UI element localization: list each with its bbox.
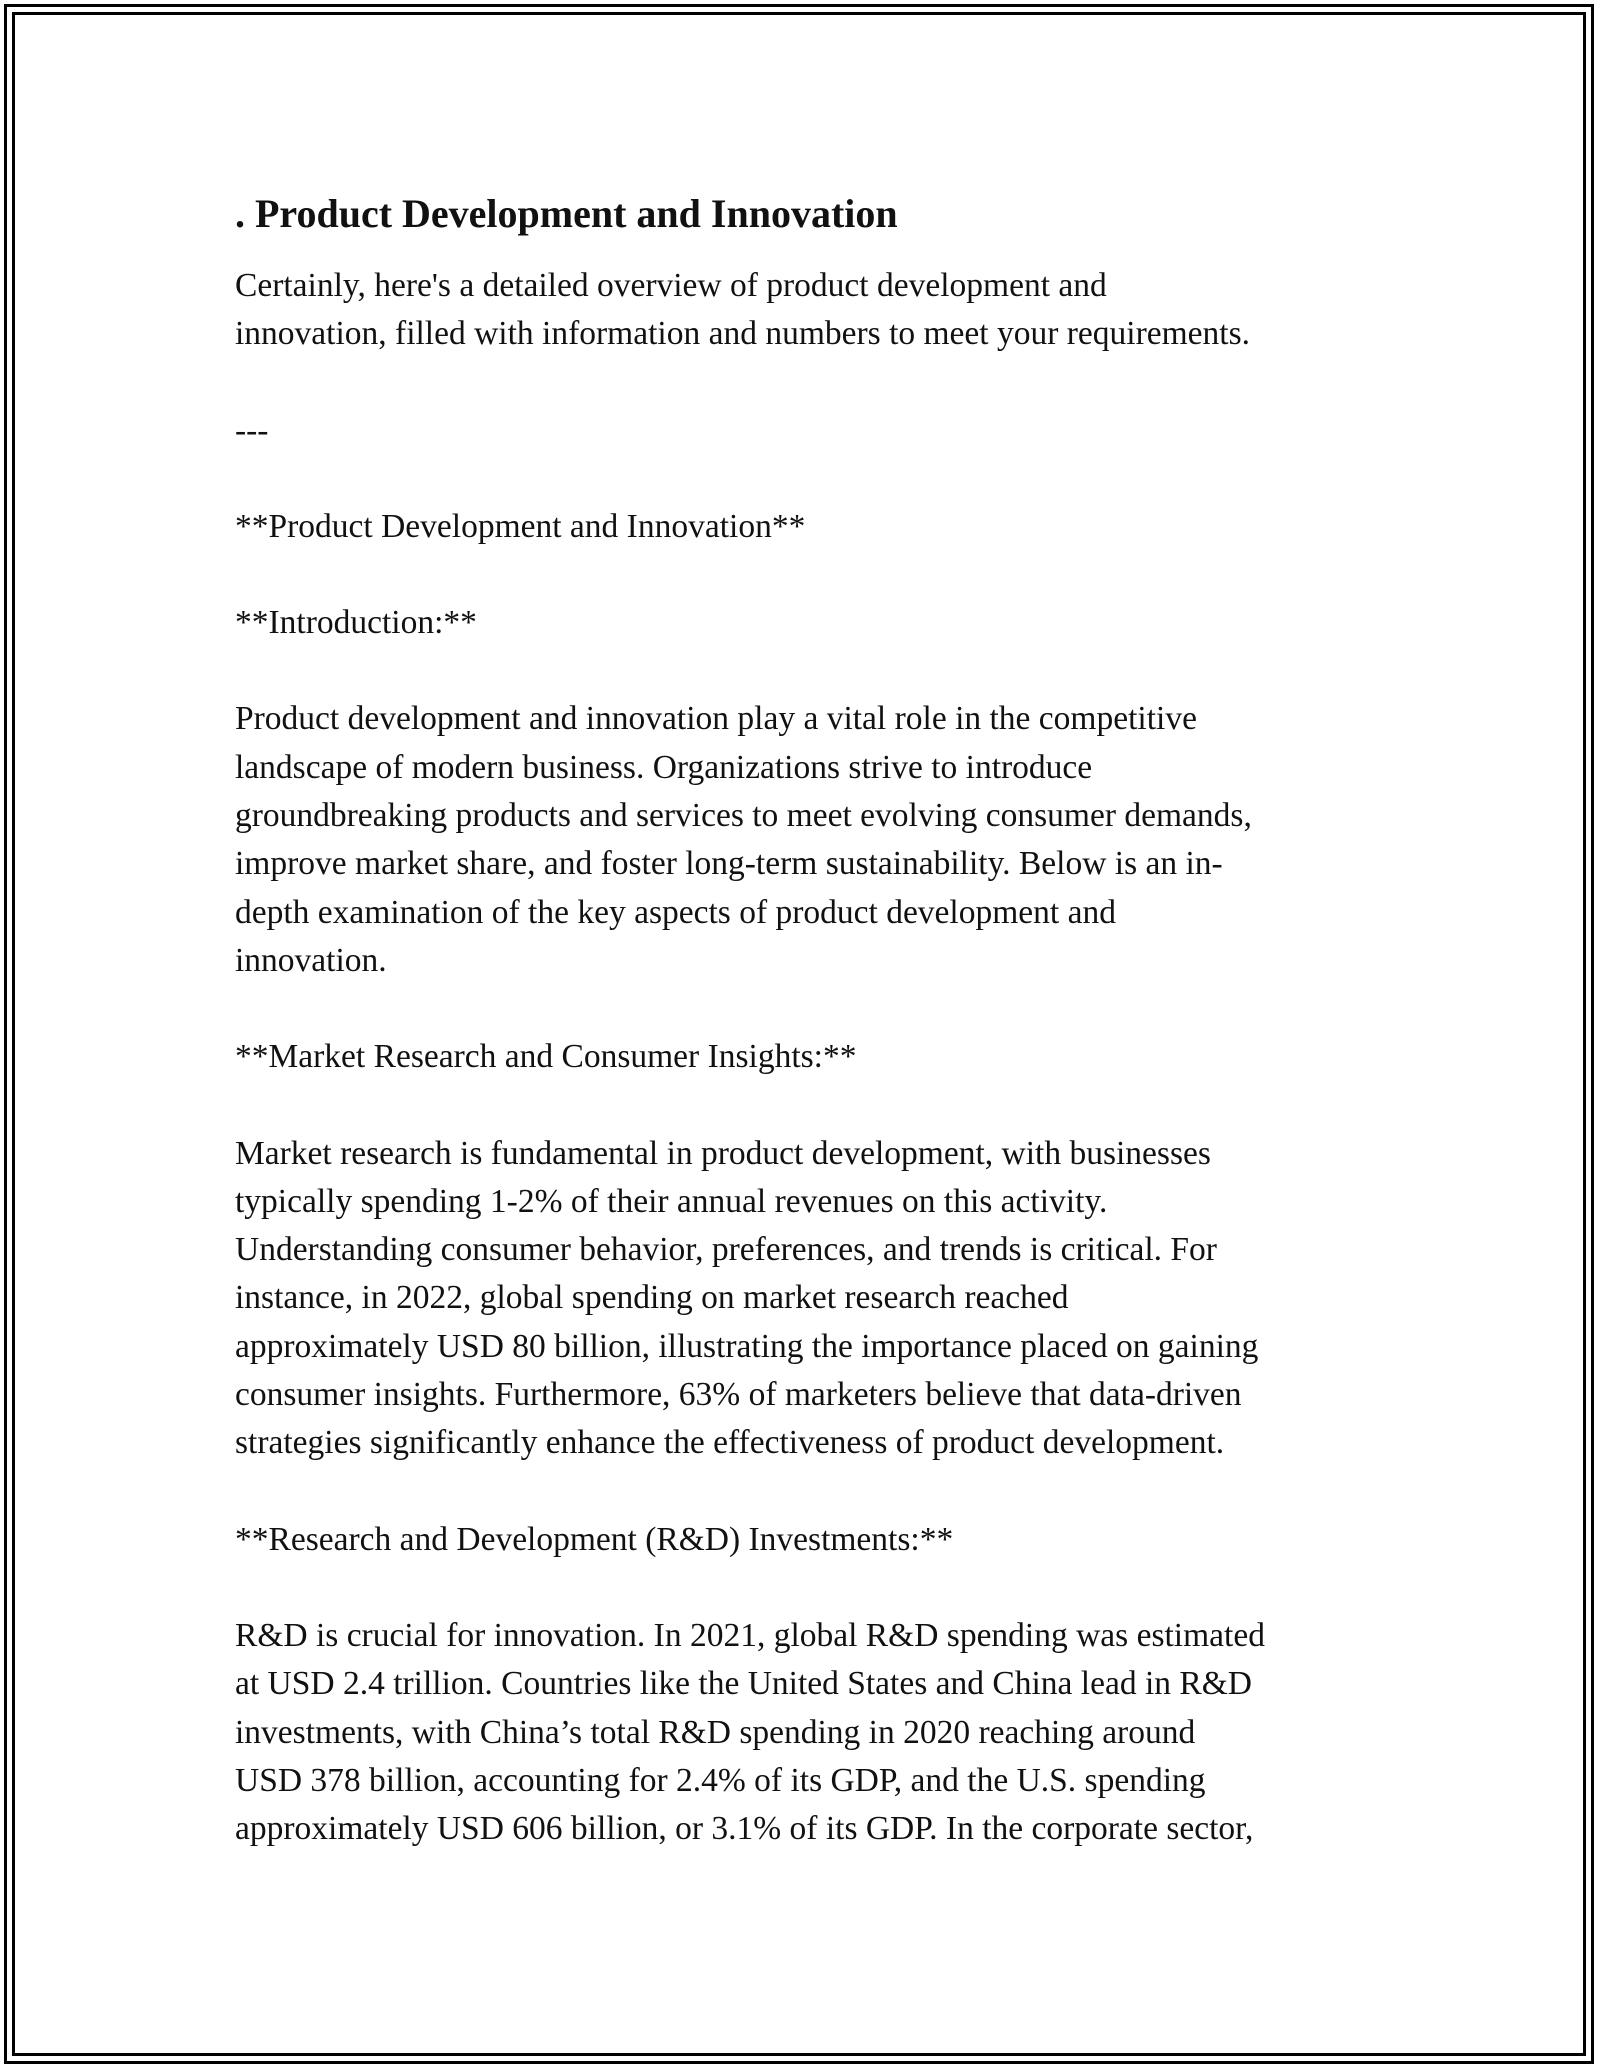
intro-sentence: Certainly, here's a detailed overview of product development and innovation, filled with information and numbers to meet your requirements. (235, 267, 1251, 353)
paragraph-introduction: Product development and innovation play a vital role in the competitive landscape of modern business. Organizations strive to introduce groundbreaking products and services to meet evolving consumer demands, improve market share, and foster long-term sustainability. Below is an in- depth examination of the key aspects of product development and innovation. (235, 700, 1252, 979)
document-title: . Product Development and Innovation (235, 191, 898, 236)
document-body (235, 188, 1385, 1853)
section-heading-market-research: **Market Research and Consumer Insights:** (235, 1038, 857, 1076)
section-heading-introduction: **Introduction:** (235, 604, 477, 642)
paragraph-rd-investments: R&D is crucial for innovation. In 2021, global R&D spending was estimated at USD 2.4 trillion. Countries like the United States and China lead in R&D investments, with China’s total R&D spending in 2020 reaching around USD 378 billion, accounting for 2.4% of its GDP, and the U.S. spending approximately USD 606 billion, or 3.1% of its GDP. In the corporate sector, (235, 1616, 1265, 1848)
section-heading-main: **Product Development and Innovation** (235, 507, 806, 545)
horizontal-rule-text: --- (235, 411, 269, 449)
paragraph-market-research: Market research is fundamental in product development, with businesses typically spending 1-2% of their annual revenues on this activity. Understanding consumer behavior, preferences, and trends is critical. For instance, in 2022, global spending on market research reached approximately USD 80 billion, illustrating the importance placed on gaining consumer insights. Furthermore, 63% of marketers believe that data-driven strategies significantly enhance the effectiveness of product development. (235, 1134, 1259, 1462)
section-heading-rd-investments: **Research and Development (R&D) Investments:** (235, 1520, 954, 1558)
